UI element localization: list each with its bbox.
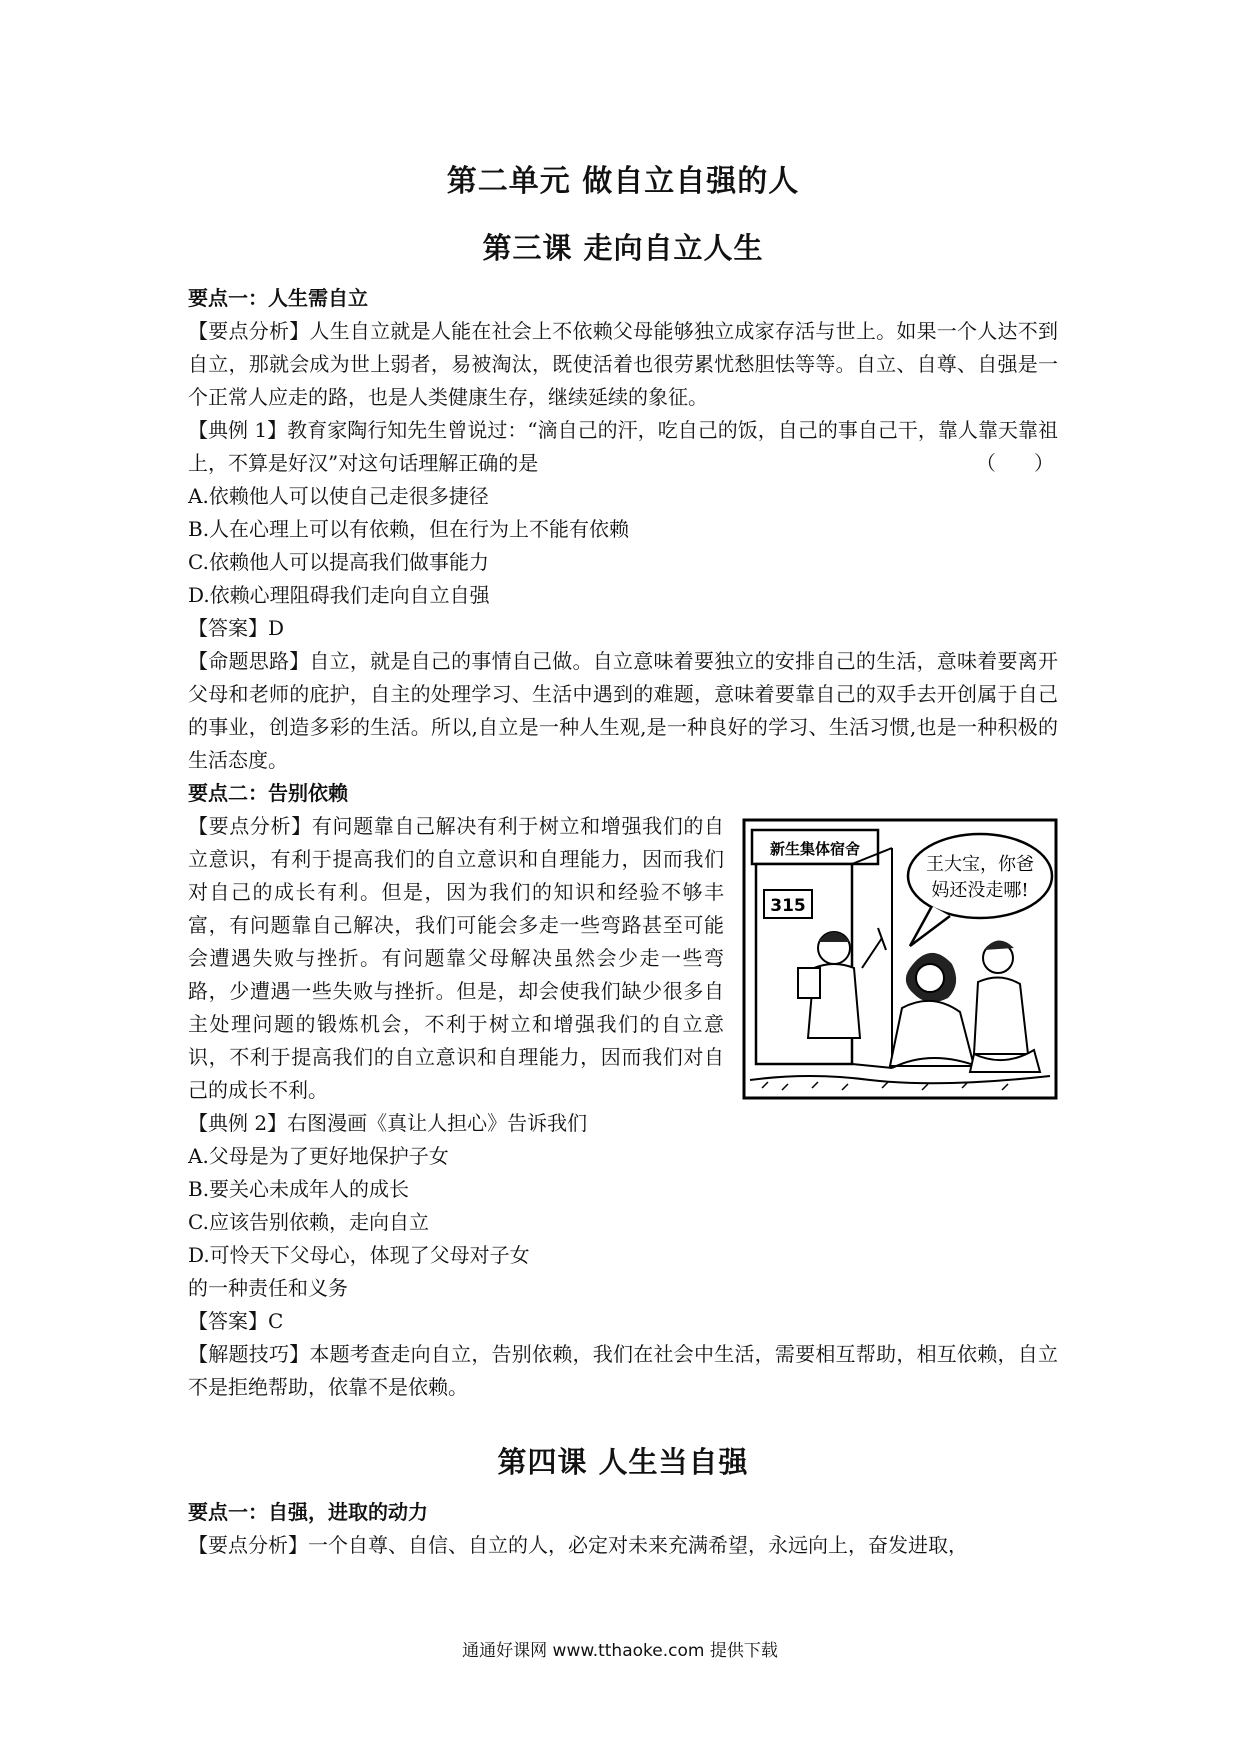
page-footer: 通通好课网 www.tthaoke.com 提供下载 [462,1641,778,1661]
unit-title: 第二单元 做自立自强的人 [446,164,800,199]
lesson4-kp1-analysis: 【要点分析】一个自尊、自信、自立的人，必定对未来充满希望，永远向上，奋发进取， [188,1533,968,1557]
comic-image [742,818,1058,1100]
example2-answer: 【答案】C [188,1309,284,1333]
page-content [188,160,1058,1562]
lesson3-title: 第三课 走向自立人生 [482,231,764,265]
comic-speech-line1: 王大宝，你爸 [926,854,1034,875]
example1-option-c: C.依赖他人可以提高我们做事能力 [188,550,489,574]
example2-option-c: C.应该告别依赖，走向自立 [188,1210,429,1234]
comic-sign: 新生集体宿舍 [769,840,861,858]
lesson3-kp1-analysis: 【要点分析】人生自立就是人能在社会上不依赖父母能够独立成家存活与世上。如果一个人达不到自立，那就会成为世上弱者，易被淘汰，既使活着也很劳累忧愁胆怯等等。自立、自尊、自强是一个正常人应走的路，也是人类健康生存，继续延续的象征。 [188,319,1058,409]
example1-answer: 【答案】D [188,616,285,640]
example2-option-a: A.父母是为了更好地保护子女 [188,1144,449,1168]
comic-door-number: 315 [770,896,806,916]
example1-answer-paren: （ ） [975,451,1054,475]
example1-option-d: D.依赖心理阻碍我们走向自立自强 [188,583,490,607]
lesson3-kp2-heading: 要点二：告别依赖 [188,781,348,805]
example1-idea: 【命题思路】自立，就是自己的事情自己做。自立意味着要独立的安排自己的生活，意味着要离开父母和老师的庇护，自主的处理学习、生活中遇到的难题，意味着要靠自己的双手去开创属于自己的事业，创造多彩的生活。所以,自立是一种人生观,是一种良好的学习、生活习惯,也是一种积极的生活态度。 [188,649,1058,772]
example1-option-a: A.依赖他人可以使自己走很多捷径 [188,484,489,508]
example1-text: 【典例 1】教育家陶行知先生曾说过：“滴自己的汗，吃自己的饭，自己的事自己干，靠人靠天靠祖上，不算是好汉”对这句话理解正确的是 [188,418,1058,475]
lesson3-example2: 【典例 2】右图漫画《真让人担心》告诉我们 [188,1111,588,1135]
lesson4-kp1-heading: 要点一：自强，进取的动力 [188,1500,428,1524]
example2-tip: 【解题技巧】本题考查走向自立，告别依赖，我们在社会中生活，需要相互帮助，相互依赖，自立不是拒绝帮助，依靠不是依赖。 [188,1342,1058,1399]
lesson3-kp1-heading: 要点一：人生需自立 [188,286,368,310]
comic-speech-line2: 妈还没走哪! [931,880,1029,901]
lesson4-title: 第四课 人生当自强 [497,1445,749,1479]
example2-option-b: B.要关心未成年人的成长 [188,1177,410,1201]
lesson3-kp2-analysis: 【要点分析】有问题靠自己解决有利于树立和增强我们的自立意识，有利于提高我们的自立意识和自理能力，因而我们对自己的成长有利。但是，因为我们的知识和经验不够丰富，有问题靠自己解决，我们可能会多走一些弯路甚至可能会遭遇失败与挫折。有问题靠父母解决虽然会少走一些弯路，少遭遇一些失败与挫折。但是，却会使我们缺少很多自主处理问题的锻炼机会，不利于树立和增强我们的自立意识，不利于提高我们的自立意识和自理能力，因而我们对自己的成长不利。 [188,814,724,1102]
example2-option-d: D.可怜天下父母心，体现了父母对子女 [188,1243,530,1267]
example2-option-d-cont: 的一种责任和义务 [188,1276,348,1300]
example1-option-b: B.人在心理上可以有依赖，但在行为上不能有依赖 [188,517,630,541]
